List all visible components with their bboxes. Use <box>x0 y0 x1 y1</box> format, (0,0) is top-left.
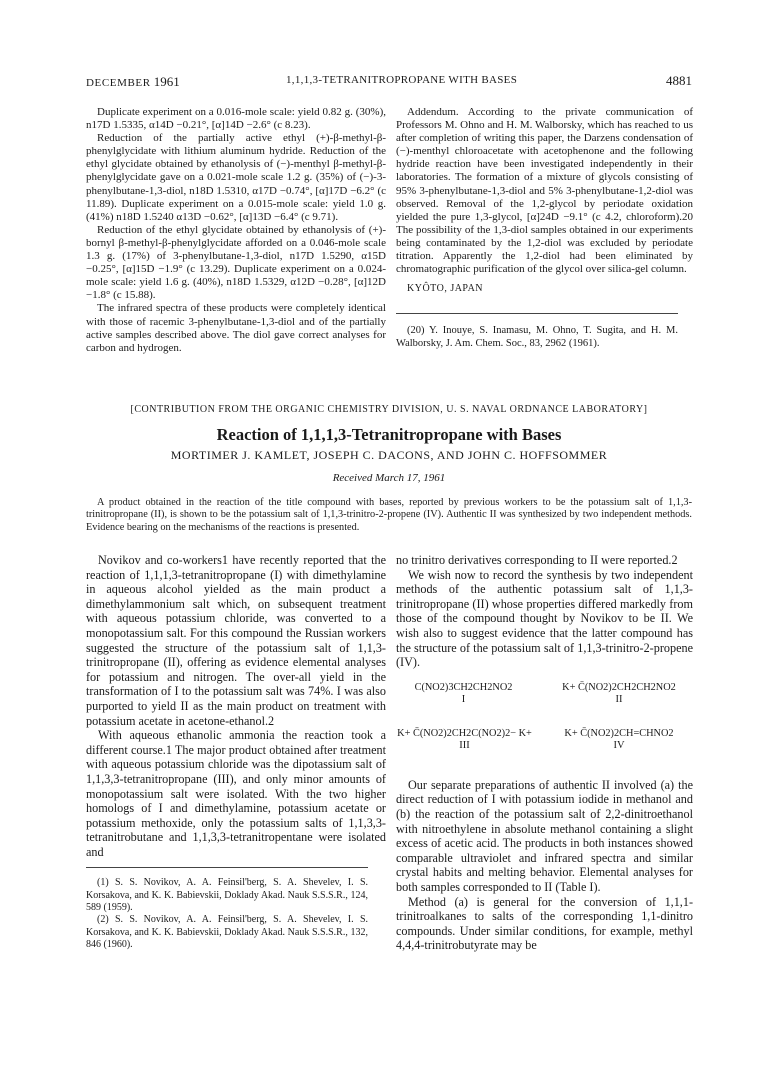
structure-formulas <box>396 682 693 766</box>
author-list: MORTIMER J. KAMLET, JOSEPH C. DACONS, AND JOHN C. HOFFSOMMER <box>170 448 608 462</box>
location-signature: KYÔTO, JAPAN <box>407 283 484 295</box>
footnote-2: (2) S. S. Novikov, A. A. Feinsil'berg, S. A. Shevelev, I. S. Korsakova, and K. K. Babievskii, Doklady Akad. Nauk S.S.S.R., 132, 846 (1960). <box>86 914 368 950</box>
footnote-20: (20) Y. Inouye, S. Inamasu, M. Ohno, T. Sugita, and H. M. Walborsky, J. Am. Chem. Soc., 83, 2962 (1961). <box>396 313 678 350</box>
footnotes <box>86 867 368 951</box>
footnote-1: (1) S. S. Novikov, A. A. Feinsil'berg, S. A. Shevelev, I. S. Korsakova, and K. K. Babievskii, Doklady Akad. Nauk S.S.S.R., 124, 589 (1959). <box>86 877 368 914</box>
running-head-title: 1,1,1,3-TETRANITROPROPANE WITH BASES <box>286 74 518 86</box>
page-number: 4881 <box>666 73 692 88</box>
paragraph: Reduction of the partially active ethyl (+)-β-methyl-β-phenylglycidate with lithium aluminum hydride. Reduction of the ethyl glycidate obtained by ethanolysis of (−)-menthyl β-methyl-β-phenylglycidate gave on a 0.021-mole scale 1.2 g. (35%) of (−)-3-phenylbutane-1,3-diol, n18D 1.5310, α17D −0.74°, [α]17D −6.2° (c 11.89). Duplicate experiment on a 0.015-mole scale: yield 1.0 g. (41%) n18D 1.5240 α13D −0.62°, [α]13D −6.4° (c 9.71). <box>86 132 386 223</box>
structure-label: IV <box>613 739 625 751</box>
body-left-column <box>86 553 386 951</box>
structure-IV <box>544 728 694 752</box>
paragraph: Reduction of the ethyl glycidate obtained by ethanolysis of (+)-bornyl β-methyl-β-phenylglycidate afforded on a 0.046-mole scale 1.3 g. (17%) of 3-phenylbutane-1,3-diol, n17D 1.5290, α15D −0.25°, [α]15D −1.9° (c 13.29). Duplicate experiment on a 0.024-mole scale: yield 1.6 g. (40%), n18D 1.5329, α12D −0.28°, [α]12D −1.8° (c 15.88). <box>86 223 386 302</box>
paragraph: no trinitro derivatives corresponding to II were reported.2 <box>396 553 678 567</box>
structure-label: II <box>615 693 623 705</box>
abstract <box>86 497 692 534</box>
body-right-column <box>396 553 693 953</box>
structure-III <box>392 728 537 752</box>
previous-article-addendum <box>396 106 693 350</box>
structure-label: III <box>459 739 470 751</box>
addendum-paragraph: Addendum. According to the private communication of Professors M. Ohno and H. M. Walborsky, which has reached to us after completion of writing this paper, the Darzens condensation of (−)-menthyl chloroacetate with acetophenone and the following hydride reaction have been investigated independently in their laboratories. The formation of a mixture of glycols consisting of 95% 3-phenylbutane-1,3-diol and 5% 3-phenylbutane-1,2-diol was observed. Removal of the 1,2-glycol by periodate oxidation yielded the pure 1,3-glycol, [α]24D −9.1° (c 4.2, chloroform).20 The possibility of the 1,3-diol samples obtained in our experiments being contaminated by the 1,2-diol was excluded by periodate titration. Apparently the 1,2-diol had been eliminated by chromatographic purification of the glycol over silica-gel column. <box>396 106 693 276</box>
running-head-date <box>86 74 180 90</box>
article-title: Reaction of 1,1,1,3-Tetranitropropane with Bases <box>216 425 562 444</box>
running-head-month: DECEMBER <box>86 77 151 89</box>
structure-II <box>544 682 694 706</box>
structure-formula: K+ C̄(NO2)2CH2C(NO2)2− K+ <box>397 727 532 739</box>
abstract-text: A product obtained in the reaction of the title compound with bases, reported by previous workers to be the potassium salt of 1,1,3-trinitropropane (II), is shown to be the potassium salt of 1,1,3-trinitro-2-propene (IV). Authentic II was synthesized by two independent methods. Evidence bearing on the mechanisms of the reactions is presented. <box>86 497 692 533</box>
paragraph: With aqueous ethanolic ammonia the reaction took a different course.1 The major product obtained after treatment with aqueous potassium chloride was the dipotassium salt of 1,1,3,3-tetranitropropane (III), and only minor amounts of monopotassium salt were isolated. With the two higher homologs of I and dimethylamine, potassium acetate or potassium methoxide, only the potassium salts of 1,1,3,3-tetranitrobutane and 1,1,3,3-tetranitropentane were isolated and <box>86 728 386 859</box>
previous-article-experimental <box>86 106 386 355</box>
paragraph: Our separate preparations of authentic II involved (a) the direct reduction of I with potassium iodide in methanol and (b) the reaction of the potassium salt of 2,2-dinitroethanol with nitroethylene in absolute methanol containing a slight excess of acetic acid. The products in both instances showed comparable ultraviolet and infrared spectra and similar crystal habits and melting behavior. Elemental analyses for both samples corresponded to II (Table I). <box>396 777 693 894</box>
running-head-year: 1961 <box>153 74 180 89</box>
paragraph: Method (a) is general for the conversion of 1,1,1-trinitroalkanes to salts of the corresponding 1,1-dinitro compounds. Under similar conditions, for example, methyl 4,4,4-trinitrobutyrate may be <box>396 894 693 953</box>
paragraph: Novikov and co-workers1 have recently reported that the reaction of 1,1,1,3-tetranitropropane (I) with dimethylamine in aqueous alcohol yielded as the main product a dimethylammonium salt which, on subsequent treatment with aqueous potassium chloride, was converted to a monopotassium salt. For this compound the Russian workers suggested the structure of the potassium salt of 1,1,3-trinitropropane (II), offering as evidence elemental analyses for potassium and nitrogen. The over-all yield in the transformation of I to the potassium salt was 74%. I was also purported to yield II as the main product on treatment with potassium acetate in acetone-ethanol.2 <box>86 553 386 728</box>
contribution-line: [CONTRIBUTION FROM THE ORGANIC CHEMISTRY DIVISION, U. S. NAVAL ORDNANCE LABORATORY] <box>130 404 648 415</box>
paragraph: We wish now to record the synthesis by two independent methods of the authentic potassium salt of 1,1,3-trinitropropane (II) whose properties differed markedly from those of the compound thought by Novikov to be II. We wish also to suggest evidence that the latter compound has the structure of the potassium salt of 1,1,3-trinitro-2-propene (IV). <box>396 567 693 670</box>
paragraph: The infrared spectra of these products were completely identical with those of racemic 3-phenylbutane-1,3-diol and of the partially active samples described above. The diol gave correct analyses for carbon and hydrogen. <box>86 302 386 354</box>
received-date: Received March 17, 1961 <box>332 472 446 484</box>
paragraph: Duplicate experiment on a 0.016-mole scale: yield 0.82 g. (30%), n17D 1.5335, α14D −0.21°, [α]14D −2.6° (c 8.23). <box>86 106 386 132</box>
structure-formula: K+ C̄(NO2)2CH2CH2NO2 <box>562 681 676 693</box>
structure-formula: K+ C̄(NO2)2CH=CHNO2 <box>564 727 674 739</box>
structure-I <box>396 682 531 706</box>
structure-label: I <box>461 693 466 705</box>
structure-formula: C(NO2)3CH2CH2NO2 <box>414 681 513 693</box>
running-head <box>86 74 692 94</box>
